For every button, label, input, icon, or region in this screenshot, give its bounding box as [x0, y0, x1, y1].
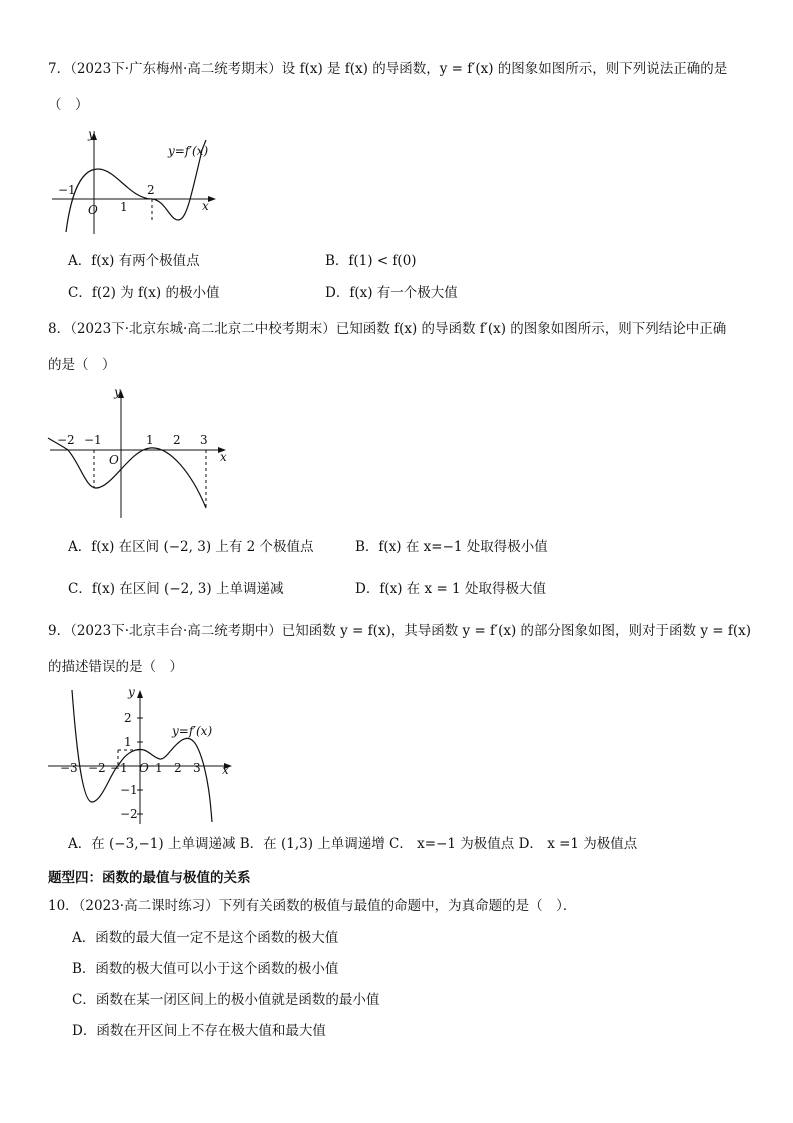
q9-graph-tick-m1: −1 — [110, 761, 128, 775]
q10-stem: 10．（2023·高二课时练习）下列有关函数的极值与最值的命题中，为真命题的是（ ）． — [48, 898, 577, 914]
q7-option-a[interactable]: A．f(x) 有两个极值点 — [68, 253, 200, 269]
q8-graph-tick-m2: −2 — [57, 433, 75, 447]
q8-graph-tick-3: 3 — [200, 433, 208, 447]
q8-graph-tick-2: 2 — [173, 433, 181, 447]
q9-graph-y-label: y — [128, 685, 135, 699]
q9-graph-tick-ym2: −2 — [120, 807, 138, 821]
q9-derivative-graph — [44, 684, 244, 830]
q7-graph-origin: O — [88, 203, 98, 217]
q8-graph-x-label: x — [220, 450, 227, 464]
q8-stem-line2: 的是（ ） — [48, 357, 116, 373]
q7-graph-tick-2: 2 — [147, 183, 155, 197]
q9-graph-tick-m2: −2 — [88, 761, 106, 775]
q9-graph-tick-1: 1 — [155, 761, 163, 775]
q7-graph-y-label: y — [88, 127, 95, 141]
q8-stem-line1: 8．（2023下·北京东城·高二北京二中校考期末）已知函数 f(x) 的导函数 f′(x) 的图象如图所示，则下列结论中正确 — [48, 321, 727, 337]
q10-option-d[interactable]: D．函数在开区间上不存在极大值和最大值 — [72, 1023, 326, 1039]
q8-derivative-graph — [40, 384, 240, 524]
q9-graph-tick-2: 2 — [174, 761, 182, 775]
q10-option-b[interactable]: B．函数的极大值可以小于这个函数的极小值 — [72, 961, 339, 977]
q8-option-b[interactable]: B．f(x) 在 x=−1 处取得极小值 — [355, 539, 548, 555]
q9-stem-line1: 9．（2023下·北京丰台·高二统考期中）已知函数 y = f(x)，其导函数 y = f′(x) 的部分图象如图，则对于函数 y = f(x) — [48, 623, 752, 639]
q10-option-a[interactable]: A．函数的最大值一定不是这个函数的极大值 — [72, 930, 339, 946]
q8-graph-tick-1: 1 — [146, 433, 154, 447]
q7-option-d[interactable]: D．f(x) 有一个极大值 — [325, 285, 458, 301]
q7-graph-curve-label: y=f′(x) — [168, 144, 209, 158]
q9-graph-tick-m3: −3 — [60, 761, 78, 775]
q7-graph-x-label: x — [202, 199, 209, 213]
q9-graph-tick-y1: 1 — [124, 735, 132, 749]
q7-stem-line2: （ ） — [48, 97, 89, 113]
q9-graph-tick-3: 3 — [193, 761, 201, 775]
q7-graph-tick-1: 1 — [120, 200, 128, 214]
q8-option-c[interactable]: C．f(x) 在区间 (−2, 3) 上单调递减 — [68, 581, 284, 597]
q9-graph-tick-ym1: −1 — [120, 783, 138, 797]
q7-option-c[interactable]: C．f(2) 为 f(x) 的极小值 — [68, 285, 220, 301]
q7-stem-line1: 7．（2023下·广东梅州·高二统考期末）设 f(x) 是 f(x) 的导函数，y = f′(x) 的图象如图所示，则下列说法正确的是 — [48, 61, 728, 77]
section-4-heading: 题型四：函数的最值与极值的关系 — [48, 870, 251, 886]
q8-option-a[interactable]: A．f(x) 在区间 (−2, 3) 上有 2 个极值点 — [68, 539, 314, 555]
q7-option-b[interactable]: B．f(1) < f(0) — [325, 253, 417, 269]
q9-graph-curve-label: y=f′(x) — [172, 724, 213, 738]
q7-graph-tick-m1: −1 — [58, 183, 76, 197]
q8-graph-tick-m1: −1 — [84, 433, 102, 447]
q9-graph-x-label: x — [222, 763, 229, 777]
q8-option-d[interactable]: D．f(x) 在 x = 1 处取得极大值 — [355, 581, 546, 597]
q9-options[interactable]: A．在 (−3,−1) 上单调递减 B．在 (1,3) 上单调递增 C． x=−1 为极值点 D． x =1 为极值点 — [68, 836, 638, 852]
q10-option-c[interactable]: C．函数在某一闭区间上的极小值就是函数的最小值 — [72, 992, 380, 1008]
q7-derivative-graph — [40, 122, 230, 242]
q9-graph-tick-y2: 2 — [124, 711, 132, 725]
q8-graph-y-label: y — [114, 385, 121, 399]
q8-graph-origin: O — [109, 453, 119, 467]
q9-stem-line2: 的描述错误的是（ ） — [48, 659, 183, 675]
q9-graph-origin: O — [139, 761, 149, 775]
